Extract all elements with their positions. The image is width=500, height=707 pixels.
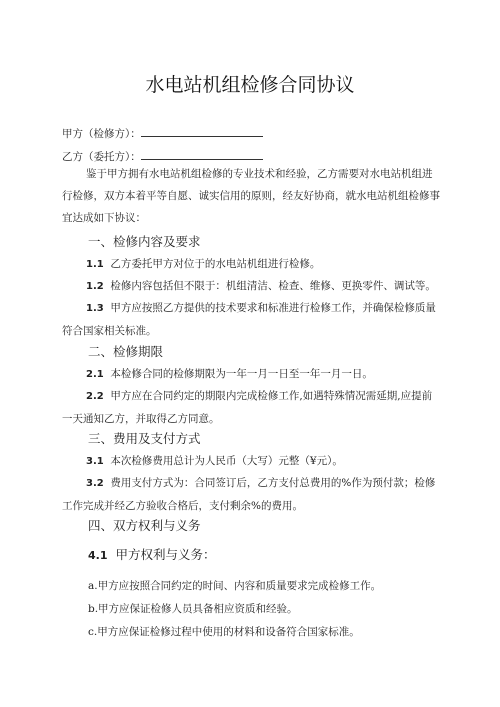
party-b-line <box>62 149 442 164</box>
clause-2-2 <box>62 385 442 430</box>
clause-text: 甲方应在合同约定的期限内完成检修工作,如遇特殊情况需延期,应提前一天通知乙方，并取得乙方同意。 <box>62 390 433 425</box>
clause-text: 检修内容包括但不限于：机组清洁、检查、维修、更换零件、调试等。 <box>110 280 436 292</box>
clause-number: 1.2 <box>86 281 104 292</box>
clause-3-2 <box>62 472 442 517</box>
clause-text: 本检修合同的检修期限为一年一月一日至一年一月一日。 <box>110 368 373 380</box>
clause-text: 甲方应按照乙方提供的技术要求和标准进行检修工作，并确保检修质量符合国家相关标准。 <box>62 302 436 337</box>
list-item-a: a.甲方应按照合同约定的时间、内容和质量要求完成检修工作。 <box>88 580 382 592</box>
clause-text: 本次检修费用总计为人民币（大写）元整（¥元）。 <box>110 455 343 467</box>
party-a-blank <box>141 126 263 137</box>
party-a-line <box>62 126 442 141</box>
clause-1-2 <box>62 275 442 298</box>
party-a-label: 甲方（检修方）： <box>62 128 141 140</box>
clause-number: 3.1 <box>86 456 104 467</box>
document-title: 水电站机组检修合同协议 <box>145 74 355 96</box>
clause-text: 费用支付方式为：合同签订后，乙方支付总费用的%作为预付款；检修工作完成并经乙方验收合格后，支付剩余%的费用。 <box>62 477 436 512</box>
section-4-heading: 四、双方权利与义务 <box>88 518 201 533</box>
clause-number: 1.1 <box>86 259 104 270</box>
subsection-4-1 <box>88 545 215 563</box>
section-2-heading: 二、检修期限 <box>88 344 164 359</box>
clause-1-3 <box>62 297 442 342</box>
clause-2-1 <box>62 363 442 386</box>
clause-3-1 <box>62 450 442 473</box>
subsection-text: 甲方权利与义务： <box>115 547 216 562</box>
list-item-b: b.甲方应保证检修人员具备相应资质和经验。 <box>88 603 298 615</box>
preamble <box>62 163 442 229</box>
section-1-heading: 一、检修内容及要求 <box>88 234 201 249</box>
clause-number: 2.1 <box>86 369 104 380</box>
clause-text: 乙方委托甲方对位于的水电站机组进行检修。 <box>110 258 321 270</box>
section-3-heading: 三、费用及支付方式 <box>88 431 201 446</box>
clause-number: 3.2 <box>86 478 104 489</box>
preamble-text: 鉴于甲方拥有水电站机组检修的专业技术和经验，乙方需要对水电站机组进行检修，双方本着平等自愿、诚实信用的原则，经友好协商，就水电站机组检修事宜达成如下协议： <box>62 168 440 224</box>
list-item-c: c.甲方应保证检修过程中使用的材料和设备符合国家标准。 <box>88 626 360 638</box>
party-b-label: 乙方（委托方）： <box>62 151 141 163</box>
party-b-blank <box>141 149 263 160</box>
clause-1-1 <box>62 253 442 276</box>
clause-number: 1.3 <box>86 303 104 314</box>
clause-number: 2.2 <box>86 391 104 402</box>
subsection-number: 4.1 <box>88 549 108 562</box>
